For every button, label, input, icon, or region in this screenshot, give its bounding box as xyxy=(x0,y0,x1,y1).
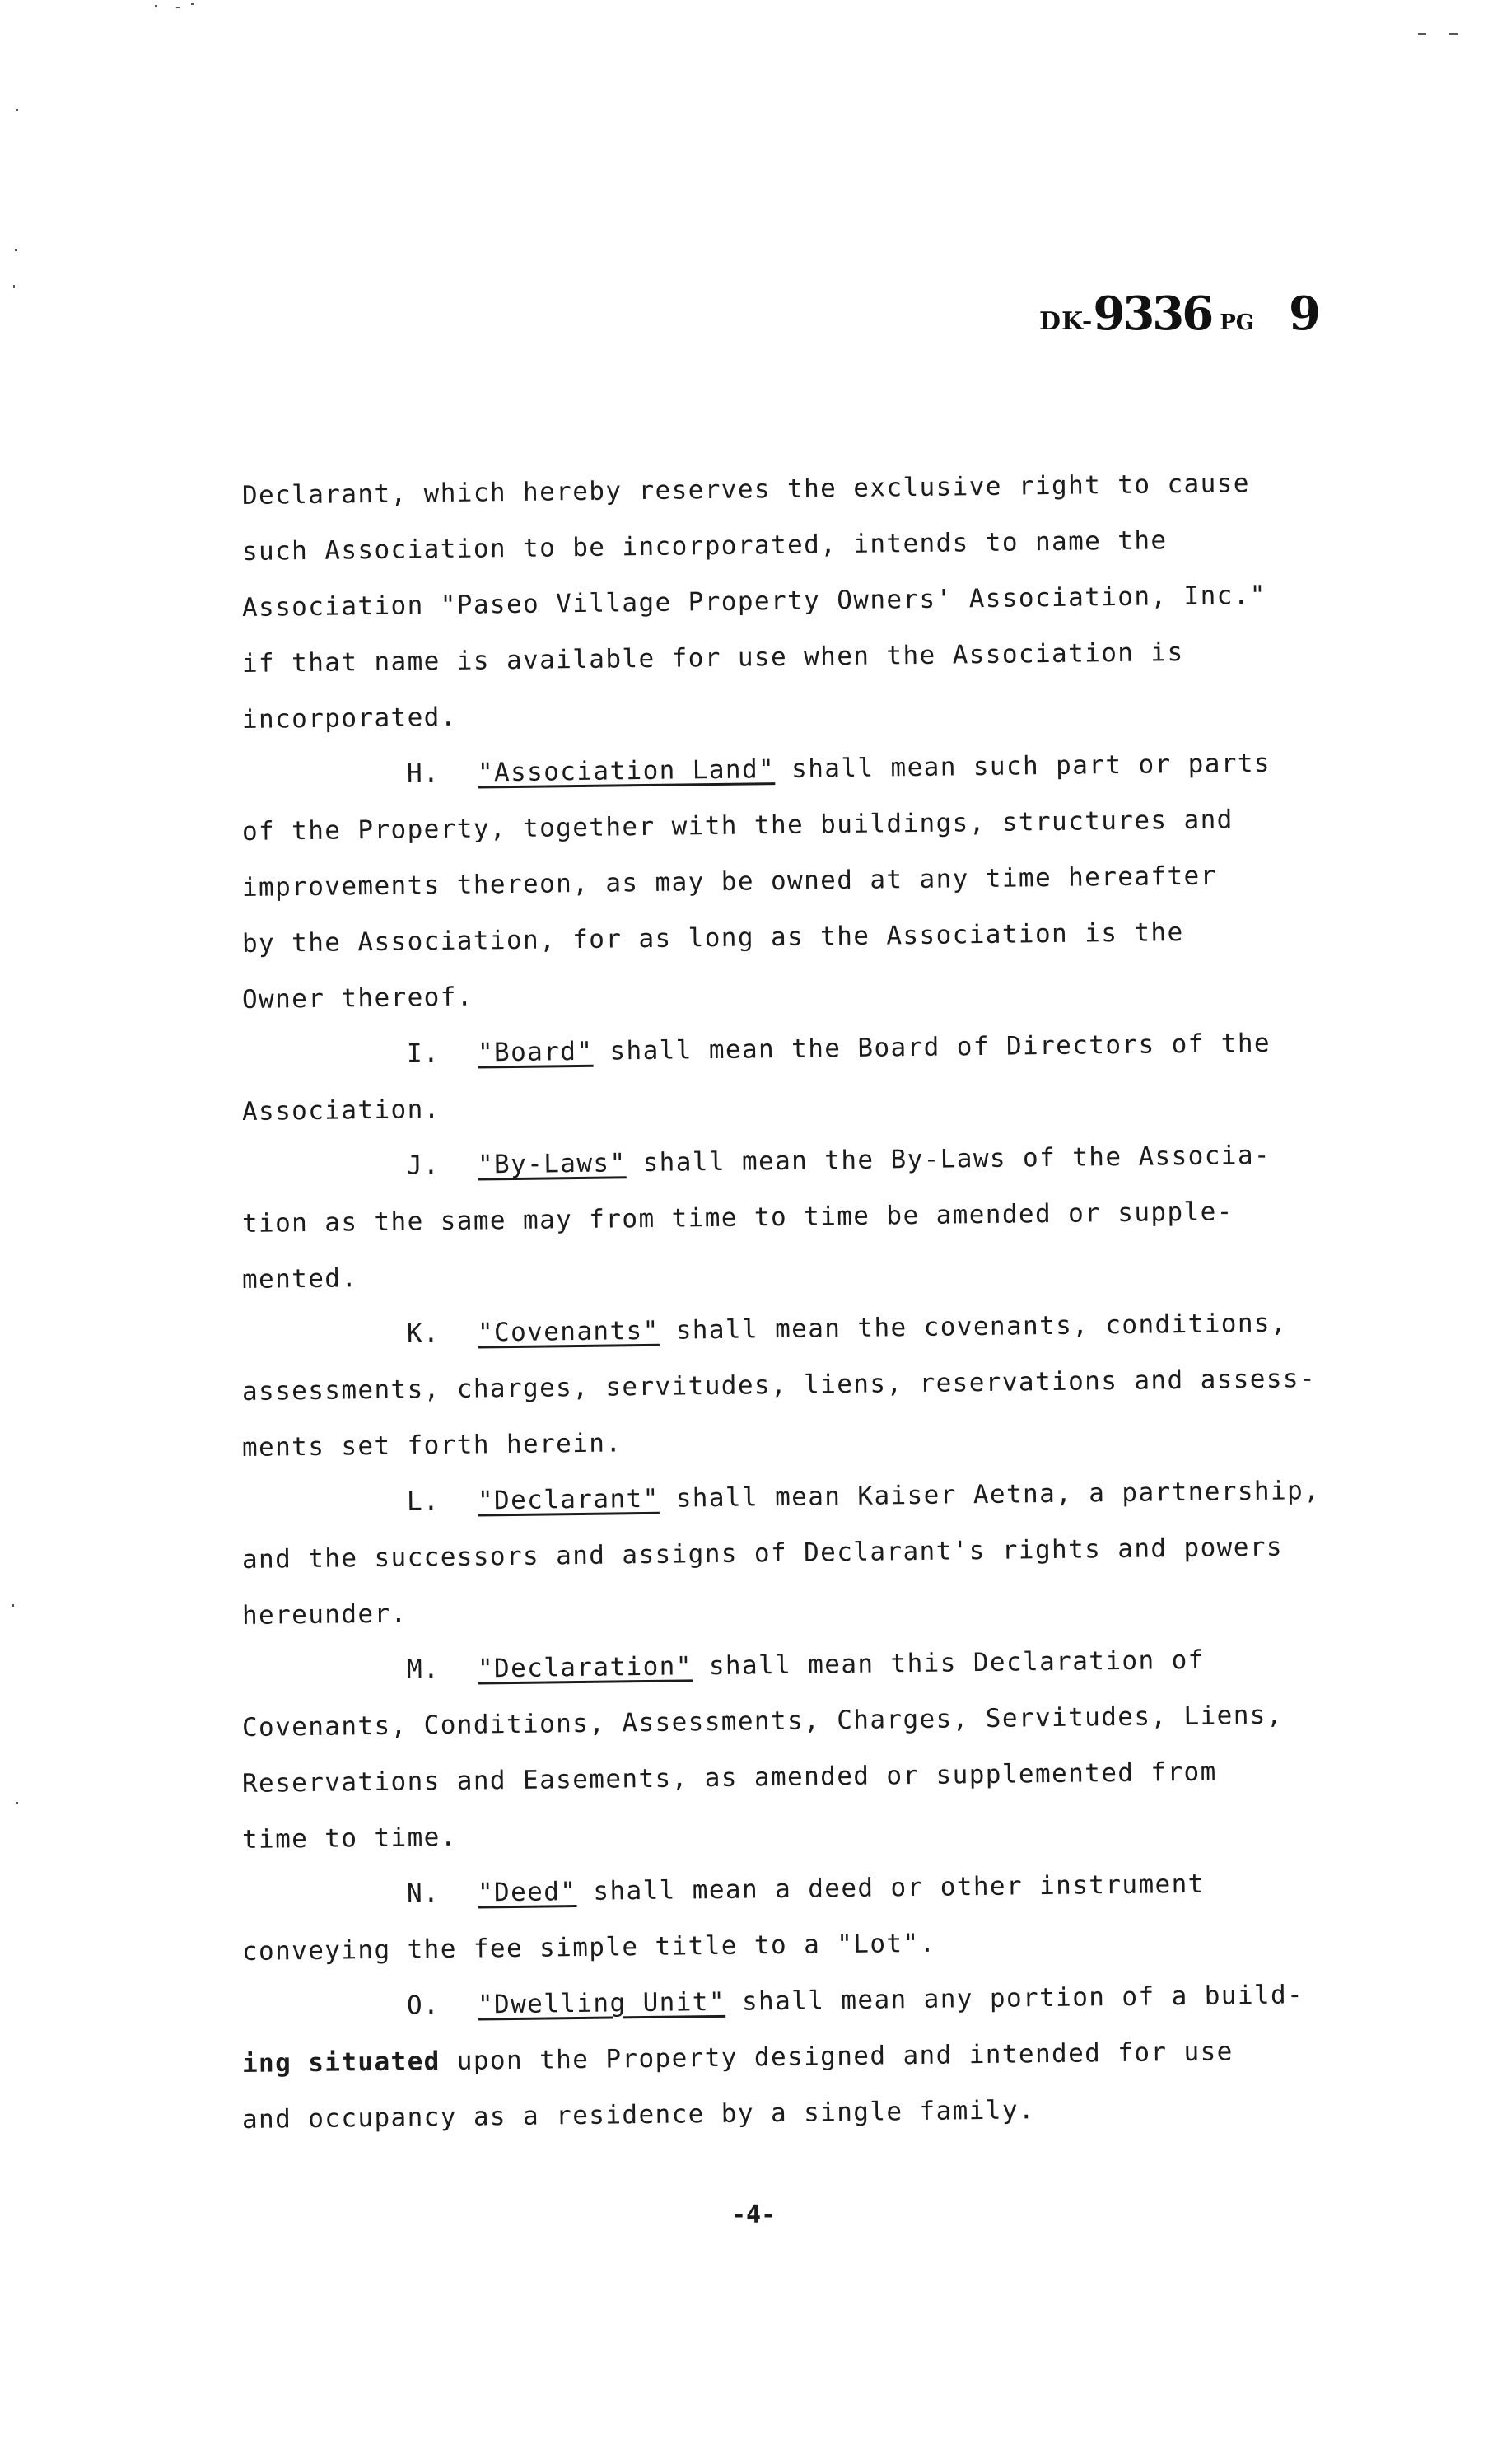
definition-text: shall mean Kaiser Aetna, a partnership, xyxy=(659,1476,1321,1514)
definition-label: K. xyxy=(406,1318,441,1349)
definition-text: shall mean such part or parts xyxy=(774,748,1271,785)
defined-term: "Association Land" xyxy=(477,754,776,788)
defined-term: "Covenants" xyxy=(477,1315,660,1348)
definition-line: time to time. xyxy=(241,1822,458,1855)
definition-text: shall mean the Board of Directors of the xyxy=(593,1028,1271,1066)
definition-line-text: upon the Property designed and intended for use xyxy=(440,2037,1234,2077)
defined-term: "Declarant" xyxy=(477,1483,660,1516)
definition-label: L. xyxy=(406,1486,441,1517)
definition-line: conveying the fee simple title to a "Lot". xyxy=(241,1928,936,1967)
bold-fragment: ing situated xyxy=(241,2046,441,2079)
intro-line: incorporated. xyxy=(241,702,458,735)
definition-label: O. xyxy=(406,1990,441,2021)
definition-line: Owner thereof. xyxy=(241,982,474,1015)
definition-text: shall mean a deed or other instrument xyxy=(576,1869,1205,1907)
page-prefix: PG xyxy=(1220,310,1254,335)
definition-text: shall mean the covenants, conditions, xyxy=(659,1308,1288,1346)
intro-line: if that name is available for use when the Association is xyxy=(241,637,1184,679)
book-number: 9336 xyxy=(1093,287,1212,341)
defined-term: "Dwelling Unit" xyxy=(477,1986,726,2020)
definition-line: Reservations and Easements, as amended or supplemented from xyxy=(241,1757,1217,1799)
intro-line: Association "Paseo Village Property Owners' Association, Inc." xyxy=(241,580,1267,623)
definition-line: by the Association, for as long as the Association is the xyxy=(241,917,1184,959)
defined-term: "By-Laws" xyxy=(477,1148,627,1180)
definition-text: shall mean the By-Laws of the Associa- xyxy=(626,1140,1271,1178)
definition-line: and occupancy as a residence by a single family. xyxy=(241,2095,1036,2135)
definition-line: Covenants, Conditions, Assessments, Charges, Servitudes, Liens, xyxy=(241,1700,1284,1743)
defined-term: "Deed" xyxy=(477,1877,577,1908)
intro-line: such Association to be incorporated, intends to name the xyxy=(241,525,1168,567)
definition-line: hereunder. xyxy=(241,1598,408,1631)
definition-label: I. xyxy=(406,1038,441,1069)
book-page-stamp xyxy=(1039,287,1321,341)
definition-line: and the successors and assigns of Declarant's rights and powers xyxy=(241,1532,1284,1575)
definition-line: ments set forth herein. xyxy=(241,1428,623,1463)
defined-term: "Declaration" xyxy=(477,1651,693,1684)
page-number: -4- xyxy=(731,2200,777,2229)
definition-line: tion as the same may from time to time be amended or supple- xyxy=(241,1197,1234,1239)
definition-line: of the Property, together with the buildings, structures and xyxy=(241,805,1234,847)
defined-term: "Board" xyxy=(477,1036,594,1068)
definition-label: J. xyxy=(406,1150,441,1181)
definition-line: mented. xyxy=(241,1263,358,1295)
definition-line: improvements thereon, as may be owned at any time hereafter xyxy=(241,861,1217,903)
definition-label: N. xyxy=(406,1878,441,1909)
book-prefix: DK- xyxy=(1039,307,1094,336)
definition-line: assessments, charges, servitudes, liens, reservations and assess- xyxy=(241,1364,1317,1407)
definition-label: M. xyxy=(406,1654,441,1685)
intro-line: Declarant, which hereby reserves the exclusive right to cause xyxy=(241,469,1251,511)
definition-label: H. xyxy=(406,758,441,789)
stamp-page-number: 9 xyxy=(1288,287,1321,341)
definition-text: shall mean any portion of a build- xyxy=(725,1980,1304,2017)
definition-text: shall mean this Declaration of xyxy=(692,1645,1205,1682)
definition-line: Association. xyxy=(241,1094,441,1127)
